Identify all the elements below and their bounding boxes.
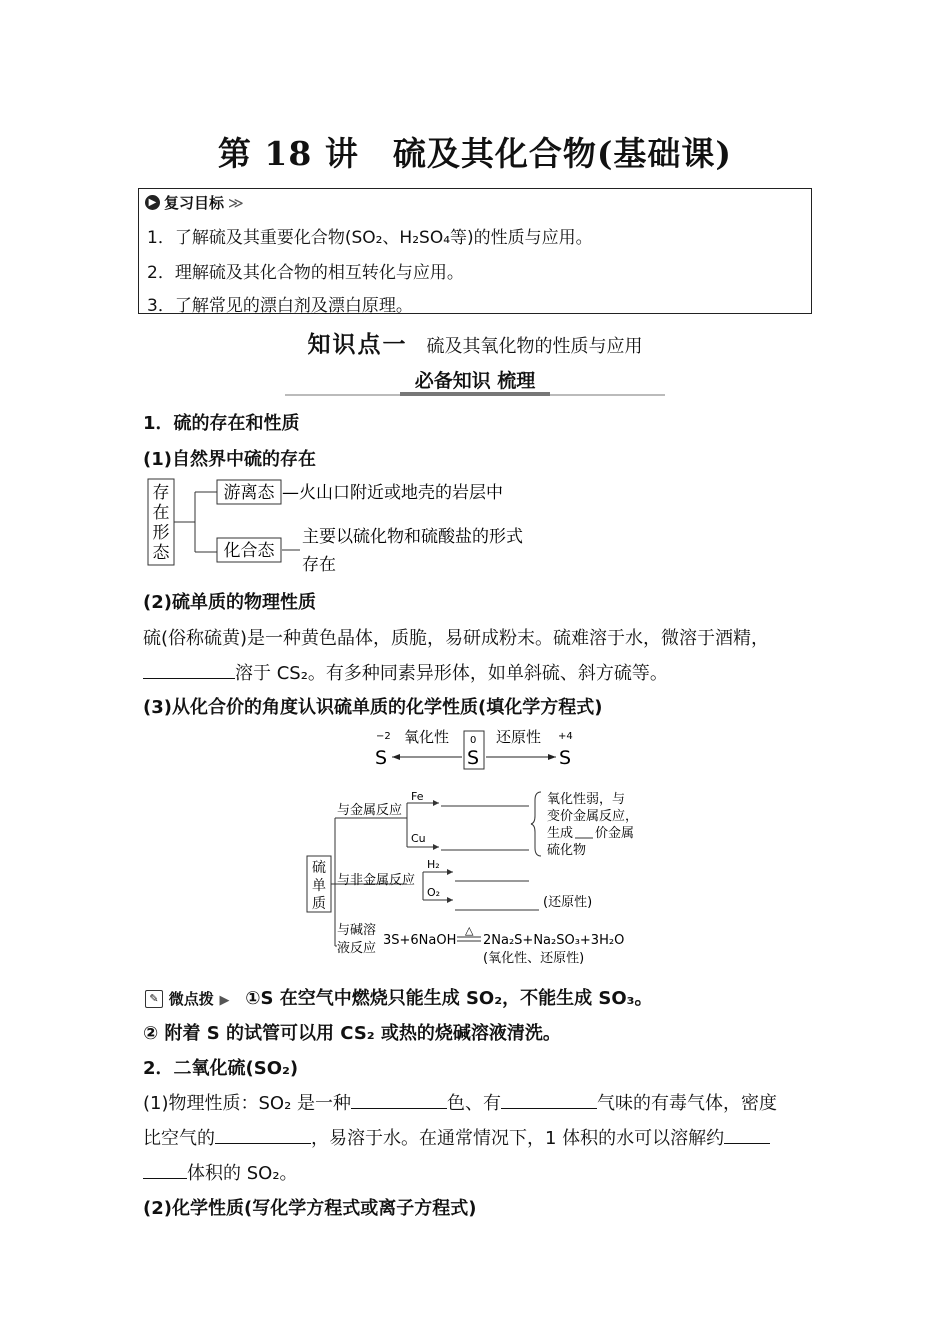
goals-header [145,192,244,213]
chem-root-char: 质 [312,896,326,912]
fill-blank[interactable] [501,1092,597,1109]
review-goals-box [138,188,812,314]
combined-state-label: 化合态 [223,541,275,561]
page-title: 第 18 讲 硫及其化合物(基础课) [217,134,733,173]
section-divider-accent [400,392,550,396]
metal-note: 变价金属反应， [547,809,639,824]
reactant-o2: O₂ [427,886,441,899]
goals-header-label: 复习目标 [164,194,225,212]
valence-charge: −2 [376,731,391,742]
reactant-fe: Fe [411,790,424,803]
so2-physical-text: 体积的 SO₂。 [143,1159,298,1185]
play-circle-icon: ▶ [145,195,160,210]
valence-symbol: S [559,747,572,769]
tree-root-char: 在 [152,503,170,523]
reactant-h2: H₂ [427,858,440,871]
metal-note: 价金属 [595,826,635,841]
valence-arrow-label: 氧化性 [404,728,450,746]
tip-block [145,984,653,1010]
valence-symbol: S [375,747,388,769]
section-header-label: 必备知识 梳理 [414,370,536,392]
knowledge-point-topic: 硫及其氧化物的性质与应用 [426,336,643,357]
tree-root-char: 态 [152,543,170,563]
chem-root-char: 单 [312,878,326,894]
pencil-edit-icon: ✎ [145,990,163,1008]
reactant-cu: Cu [411,832,426,845]
valence-charge: 0 [470,735,477,746]
existence-tree-diagram [145,476,575,580]
equation-left: 3S+6NaOH [383,933,457,948]
equation-note: (氧化性、还原性) [483,951,585,966]
nonmetal-reaction-label: 与非金属反应 [337,873,416,888]
tree-branch-lines [174,492,217,552]
metal-note: 氧化性弱，与 [547,792,626,807]
free-state-label: 游离态 [223,483,275,503]
reducing-note: (还原性) [543,895,593,910]
alkali-reaction-label: 液反应 [337,941,377,956]
so2-physical-text: (1)物理性质：SO₂ 是一种 色、有 气味的有毒气体，密度 [143,1093,778,1114]
heat-symbol: △ [465,924,474,937]
subheading-so2-chemical: (2)化学性质(写化学方程式或离子方程式) [143,1198,477,1219]
section-header [285,366,665,396]
metal-note: 硫化物 [547,843,587,858]
valence-charge: +4 [558,731,573,742]
tree-root-char: 形 [152,523,170,543]
goal-item: 3．了解常见的漂白剂及漂白原理。 [147,296,413,316]
alkali-reaction-label: 与碱溶 [337,923,377,938]
goal-item: 2．理解硫及其化合物的相互转化与应用。 [147,263,464,283]
valence-symbol: S [467,747,480,769]
fill-blank[interactable] [143,1162,187,1179]
nonmetal-arrow-heads [447,869,453,903]
tip-label: 微点拨 [168,990,214,1008]
fill-blank[interactable] [351,1092,447,1109]
right-arrow-head [548,754,556,760]
subheading-physical: (2)硫单质的物理性质 [143,592,316,613]
tip-arrow-icon: ▶ [219,993,230,1008]
free-state-desc: —火山口附近或地壳的岩层中 [282,483,503,503]
left-arrow-head [392,754,400,760]
heading-sulfur: 1．硫的存在和性质 [143,413,300,434]
fill-blank[interactable] [724,1127,770,1144]
fill-blank[interactable] [215,1127,311,1144]
chemical-properties-diagram [303,786,653,970]
chem-root-char: 硫 [312,860,326,876]
tip-text: ①S 在空气中燃烧只能生成 SO₂，不能生成 SO₃。 [245,988,653,1009]
combined-state-desc: 存在 [302,555,336,575]
note-brace [531,792,541,856]
tree-root-char: 存 [152,483,170,503]
equation-right: 2Na₂S+Na₂SO₃+3H₂O [483,933,625,948]
subheading-chemical: (3)从化合价的角度认识硫单质的化学性质(填化学方程式) [143,697,603,718]
valence-arrow-label: 还原性 [496,728,542,746]
metal-arrow-heads [433,800,439,850]
tip-text: ② 附着 S 的试管可以用 CS₂ 或热的烧碱溶液清洗。 [143,1023,561,1044]
heading-so2: 2．二氧化硫(SO₂) [143,1058,299,1079]
double-chevron-icon: ≫ [228,193,244,212]
fill-blank[interactable] [143,662,235,679]
so2-physical-text: 比空气的 ，易溶于水。在通常情况下，1 体积的水可以溶解约 [143,1124,770,1150]
physical-text: 溶于 CS₂。有多种同素异形体，如单斜硫、斜方硫等。 [143,659,668,685]
physical-text: 硫(俗称硫黄)是一种黄色晶体，质脆，易研成粉末。硫难溶于水，微溶于酒精， [143,628,770,649]
knowledge-point-heading [0,326,950,359]
knowledge-point-label: 知识点一 [307,332,408,358]
metal-reaction-label: 与金属反应 [337,803,403,818]
combined-state-desc: 主要以硫化物和硫酸盐的形式 [302,527,523,547]
valence-diagram [366,726,586,772]
subheading-existence: (1)自然界中硫的存在 [143,449,316,470]
goal-item: 1．了解硫及其重要化合物(SO₂、H₂SO₄等)的性质与应用。 [147,228,593,248]
metal-note: 生成 [547,826,574,841]
